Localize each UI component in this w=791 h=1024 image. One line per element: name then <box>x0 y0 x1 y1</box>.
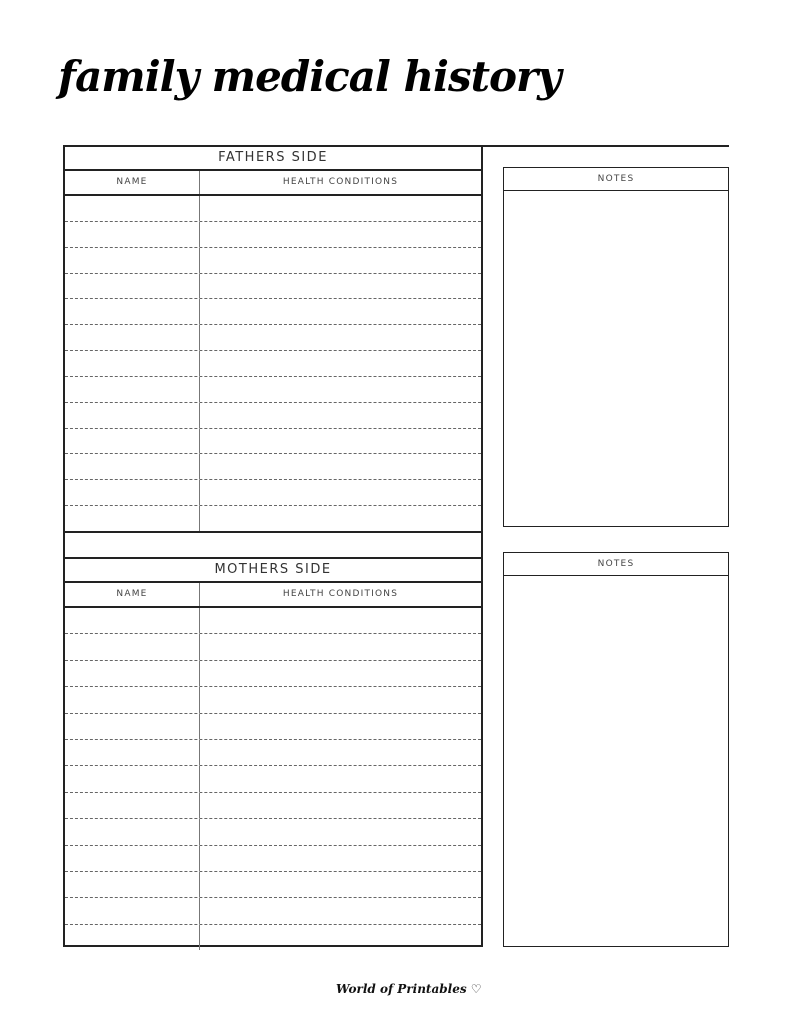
table-row <box>65 196 481 222</box>
table-row <box>65 506 481 531</box>
name-cell[interactable] <box>65 299 200 324</box>
table-row <box>65 793 481 819</box>
health-conditions-cell[interactable] <box>200 325 481 350</box>
table-row <box>65 274 481 300</box>
name-cell[interactable] <box>65 634 200 659</box>
name-cell[interactable] <box>65 248 200 273</box>
name-cell[interactable] <box>65 480 200 505</box>
section-spacer <box>65 531 481 559</box>
name-cell[interactable] <box>65 819 200 844</box>
table-row <box>65 925 481 950</box>
mothers-rows <box>65 608 481 950</box>
health-conditions-cell[interactable] <box>200 766 481 791</box>
health-conditions-cell[interactable] <box>200 248 481 273</box>
name-cell[interactable] <box>65 222 200 247</box>
health-conditions-cell[interactable] <box>200 480 481 505</box>
name-cell[interactable] <box>65 454 200 479</box>
table-row <box>65 661 481 687</box>
health-conditions-cell[interactable] <box>200 274 481 299</box>
table-row <box>65 898 481 924</box>
health-conditions-cell[interactable] <box>200 740 481 765</box>
table-row <box>65 429 481 455</box>
name-cell[interactable] <box>65 661 200 686</box>
name-cell[interactable] <box>65 793 200 818</box>
health-conditions-cell[interactable] <box>200 793 481 818</box>
health-conditions-cell[interactable] <box>200 429 481 454</box>
history-table <box>63 145 483 947</box>
table-row <box>65 634 481 660</box>
health-conditions-cell[interactable] <box>200 196 481 221</box>
health-conditions-cell[interactable] <box>200 403 481 428</box>
table-row <box>65 351 481 377</box>
health-conditions-cell[interactable] <box>200 506 481 531</box>
name-cell[interactable] <box>65 274 200 299</box>
health-conditions-column-header: HEALTH CONDITIONS <box>282 177 399 187</box>
name-cell[interactable] <box>65 377 200 402</box>
health-conditions-cell[interactable] <box>200 872 481 897</box>
name-cell[interactable] <box>65 403 200 428</box>
health-conditions-column-header: HEALTH CONDITIONS <box>282 589 399 599</box>
name-cell[interactable] <box>65 846 200 871</box>
table-row <box>65 714 481 740</box>
table-row <box>65 766 481 792</box>
notes-box-mothers[interactable] <box>503 552 729 947</box>
name-cell[interactable] <box>65 429 200 454</box>
table-row <box>65 872 481 898</box>
health-conditions-cell[interactable] <box>200 661 481 686</box>
divider-line <box>483 145 729 147</box>
health-conditions-cell[interactable] <box>200 454 481 479</box>
name-cell[interactable] <box>65 325 200 350</box>
name-cell[interactable] <box>65 608 200 633</box>
footer-brand <box>336 982 482 996</box>
mothers-side-heading: MOTHERS SIDE <box>65 559 481 583</box>
table-row <box>65 846 481 872</box>
health-conditions-cell[interactable] <box>200 351 481 376</box>
health-conditions-cell[interactable] <box>200 608 481 633</box>
health-conditions-cell[interactable] <box>200 714 481 739</box>
fathers-rows <box>65 196 481 531</box>
table-row <box>65 222 481 248</box>
health-conditions-cell[interactable] <box>200 299 481 324</box>
table-row <box>65 248 481 274</box>
table-row <box>65 687 481 713</box>
health-conditions-cell[interactable] <box>200 846 481 871</box>
page-title: family medical history <box>58 52 561 101</box>
name-cell[interactable] <box>65 196 200 221</box>
name-column-header: NAME <box>65 171 200 194</box>
brand-logo: World of Printables <box>336 982 467 996</box>
table-row <box>65 608 481 634</box>
table-row <box>65 325 481 351</box>
table-row <box>65 819 481 845</box>
table-row <box>65 454 481 480</box>
health-conditions-cell[interactable] <box>200 925 481 950</box>
name-cell[interactable] <box>65 687 200 712</box>
name-cell[interactable] <box>65 740 200 765</box>
table-row <box>65 377 481 403</box>
table-row <box>65 299 481 325</box>
name-cell[interactable] <box>65 766 200 791</box>
name-cell[interactable] <box>65 872 200 897</box>
name-cell[interactable] <box>65 898 200 923</box>
notes-heading: NOTES <box>504 553 728 576</box>
health-conditions-cell[interactable] <box>200 377 481 402</box>
heart-icon: ♡ <box>470 982 482 996</box>
table-row <box>65 403 481 429</box>
name-cell[interactable] <box>65 714 200 739</box>
table-row <box>65 480 481 506</box>
health-conditions-cell[interactable] <box>200 687 481 712</box>
notes-heading: NOTES <box>504 168 728 191</box>
notes-box-fathers[interactable] <box>503 167 729 527</box>
health-conditions-cell[interactable] <box>200 634 481 659</box>
table-row <box>65 740 481 766</box>
fathers-column-headers <box>65 171 481 196</box>
health-conditions-cell[interactable] <box>200 898 481 923</box>
health-conditions-cell[interactable] <box>200 819 481 844</box>
name-cell[interactable] <box>65 925 200 950</box>
fathers-side-heading: FATHERS SIDE <box>65 147 481 171</box>
name-column-header: NAME <box>65 583 200 606</box>
name-cell[interactable] <box>65 506 200 531</box>
health-conditions-cell[interactable] <box>200 222 481 247</box>
name-cell[interactable] <box>65 351 200 376</box>
mothers-column-headers <box>65 583 481 608</box>
